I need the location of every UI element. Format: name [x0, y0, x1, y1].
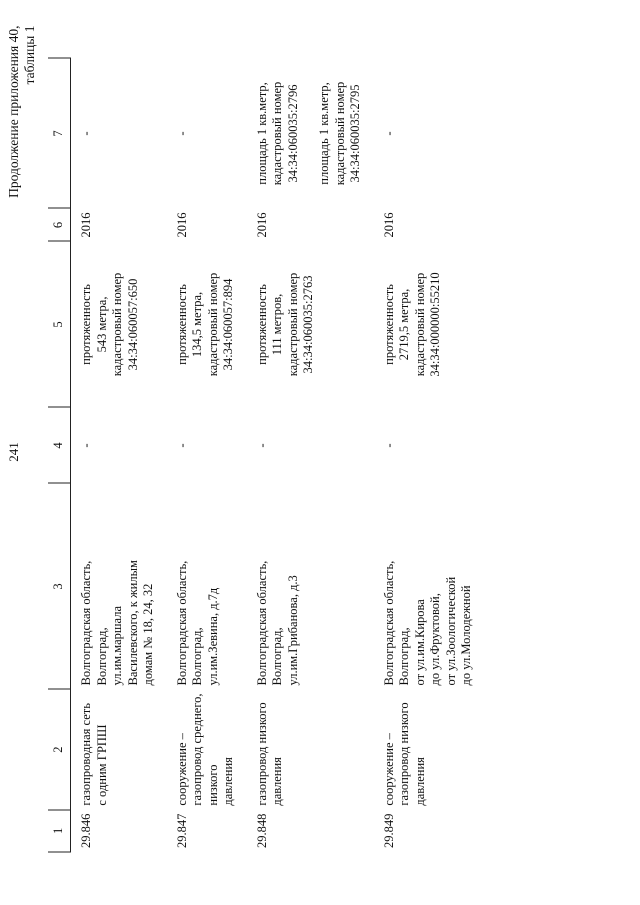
- object-name: [374, 689, 485, 809]
- object-address-line: Волгоград,: [397, 627, 411, 686]
- object-name-line: давления: [412, 757, 427, 806]
- column-4-value-line: -: [79, 443, 93, 448]
- commissioning-year: [167, 208, 247, 241]
- object-name-line: низкого: [205, 764, 220, 806]
- object-address-line: ул.им.маршала: [110, 606, 124, 686]
- table-row: [247, 58, 374, 852]
- object-address-line: Волгоградская область,: [254, 560, 269, 686]
- header-row: [48, 58, 71, 852]
- commissioning-year-line: 2016: [254, 212, 269, 238]
- table-row: [71, 58, 167, 852]
- object-name-line: давления: [221, 757, 235, 806]
- land-plot-info-line: -: [174, 131, 189, 136]
- object-parameters: [71, 241, 167, 407]
- object-address: [247, 483, 374, 689]
- object-address-line: Василевского, к жилым: [125, 560, 140, 686]
- object-address-line: Волгоград,: [270, 627, 284, 686]
- object-parameters: [247, 241, 374, 407]
- object-address-line: Волгоградская область,: [381, 560, 396, 686]
- column-4-value-line: -: [174, 443, 189, 448]
- table-row: [167, 58, 247, 852]
- object-parameters-line: 543 метра,: [94, 296, 109, 353]
- object-name-line: газопровод среднего,: [190, 693, 204, 806]
- object-name-line: давления: [270, 757, 284, 806]
- object-address-line: домам № 18, 24, 32: [141, 583, 155, 686]
- continuation-line-2: таблицы 1: [22, 25, 37, 85]
- object-address-line: Волгоградская область,: [79, 560, 93, 686]
- object-address: [374, 483, 485, 689]
- header-cell-3: 3: [48, 483, 71, 689]
- object-name-line: газопроводная сеть: [79, 703, 93, 806]
- row-number: [374, 810, 485, 852]
- header-cell-6: 6: [48, 208, 71, 241]
- land-plot-info-line: 34:34:060035:2796: [285, 84, 300, 183]
- land-plot-info-line: площадь 1 кв.метр,: [254, 82, 269, 185]
- column-4-value: [247, 407, 374, 483]
- object-parameters-line: кадастровый номер: [205, 272, 220, 377]
- object-parameters: [374, 241, 485, 407]
- table-row: [374, 58, 485, 852]
- header-cell-5: 5: [48, 241, 71, 407]
- object-name-line: с одним ГРПШ: [94, 724, 109, 806]
- gas-pipeline-table: [48, 58, 485, 853]
- land-plot-info-line: 34:34:060035:2795: [348, 84, 362, 183]
- object-address-line: ул.им.Грибанова, д.3: [285, 575, 300, 686]
- object-address: [71, 483, 167, 689]
- object-address: [167, 483, 247, 689]
- object-parameters-line: 134,5 метра,: [190, 291, 204, 358]
- land-plot-info-line: -: [79, 131, 93, 136]
- object-parameters: [167, 241, 247, 407]
- object-name: [71, 689, 167, 809]
- object-address-line: от ул.им.Кирова: [412, 599, 427, 686]
- land-plot-info-line: площадь 1 кв.метр,: [317, 82, 331, 185]
- object-parameters-line: протяженность: [174, 284, 189, 365]
- header-cell-4: 4: [48, 407, 71, 483]
- row-number: [71, 810, 167, 852]
- row-number-line: 29.848: [254, 813, 269, 848]
- object-parameters-line: кадастровый номер: [412, 272, 427, 377]
- land-plot-info: [167, 58, 247, 208]
- header-cell-7: 7: [48, 58, 71, 208]
- object-parameters-line: 34:34:060035:2763: [301, 275, 315, 374]
- object-name: [167, 689, 247, 809]
- object-name-line: газопровод низкого: [397, 702, 411, 806]
- header-cell-1: 1: [48, 810, 71, 852]
- object-address-line: Волгоградская область,: [174, 560, 189, 686]
- commissioning-year: [71, 208, 167, 241]
- object-name-line: газопровод низкого: [254, 702, 269, 806]
- land-plot-info-line: кадастровый номер: [270, 81, 284, 186]
- object-parameters-line: 2719,5 метра,: [397, 288, 411, 361]
- commissioning-year: [247, 208, 374, 241]
- object-address-line: до ул.Фруктовой,: [428, 593, 442, 686]
- commissioning-year-line: 2016: [174, 212, 189, 238]
- column-4-value: [71, 407, 167, 483]
- object-parameters-line: протяженность: [254, 284, 269, 365]
- object-parameters-line: кадастровый номер: [110, 272, 124, 377]
- row-number: [247, 810, 374, 852]
- land-plot-info: [374, 58, 485, 208]
- object-parameters-line: 34:34:000000:55210: [428, 272, 442, 377]
- object-parameters-line: протяженность: [79, 284, 93, 365]
- commissioning-year: [374, 208, 485, 241]
- land-plot-info-line: кадастровый номер: [332, 81, 347, 186]
- object-parameters-line: протяженность: [381, 284, 396, 365]
- object-address-line: Волгоград,: [190, 627, 204, 686]
- row-number: [167, 810, 247, 852]
- object-address-line: от ул.Зоологической: [443, 576, 458, 686]
- commissioning-year-line: 2016: [79, 212, 93, 238]
- object-name-line: сооружение –: [381, 733, 396, 806]
- object-address-line: Волгоград,: [94, 627, 109, 686]
- object-parameters-line: 34:34:060057:650: [125, 278, 140, 371]
- column-4-value-line: -: [254, 443, 269, 448]
- column-4-value: [167, 407, 247, 483]
- object-parameters-line: 34:34:060057:894: [221, 278, 235, 371]
- column-4-value: [374, 407, 485, 483]
- land-plot-info-line: -: [381, 131, 396, 136]
- row-number-line: 29.847: [174, 813, 189, 848]
- continuation-line-1: Продолжение приложения 40,: [6, 25, 21, 198]
- land-plot-info: [71, 58, 167, 208]
- row-number-line: 29.849: [381, 813, 396, 848]
- object-address-line: до ул.Молодежной: [459, 585, 473, 686]
- object-parameters-line: 111 метров,: [270, 293, 284, 356]
- page-number: 241: [6, 442, 21, 462]
- column-4-value-line: -: [381, 443, 396, 448]
- object-address-line: ул.им.Зевина, д.7д: [205, 587, 220, 686]
- continuation-heading: [6, 26, 38, 198]
- object-name: [247, 689, 374, 809]
- header-cell-2: 2: [48, 689, 71, 809]
- land-plot-info: [247, 58, 374, 208]
- row-number-line: 29.846: [79, 813, 93, 848]
- object-name-line: сооружение –: [174, 733, 189, 806]
- commissioning-year-line: 2016: [381, 212, 396, 238]
- object-parameters-line: кадастровый номер: [285, 272, 300, 377]
